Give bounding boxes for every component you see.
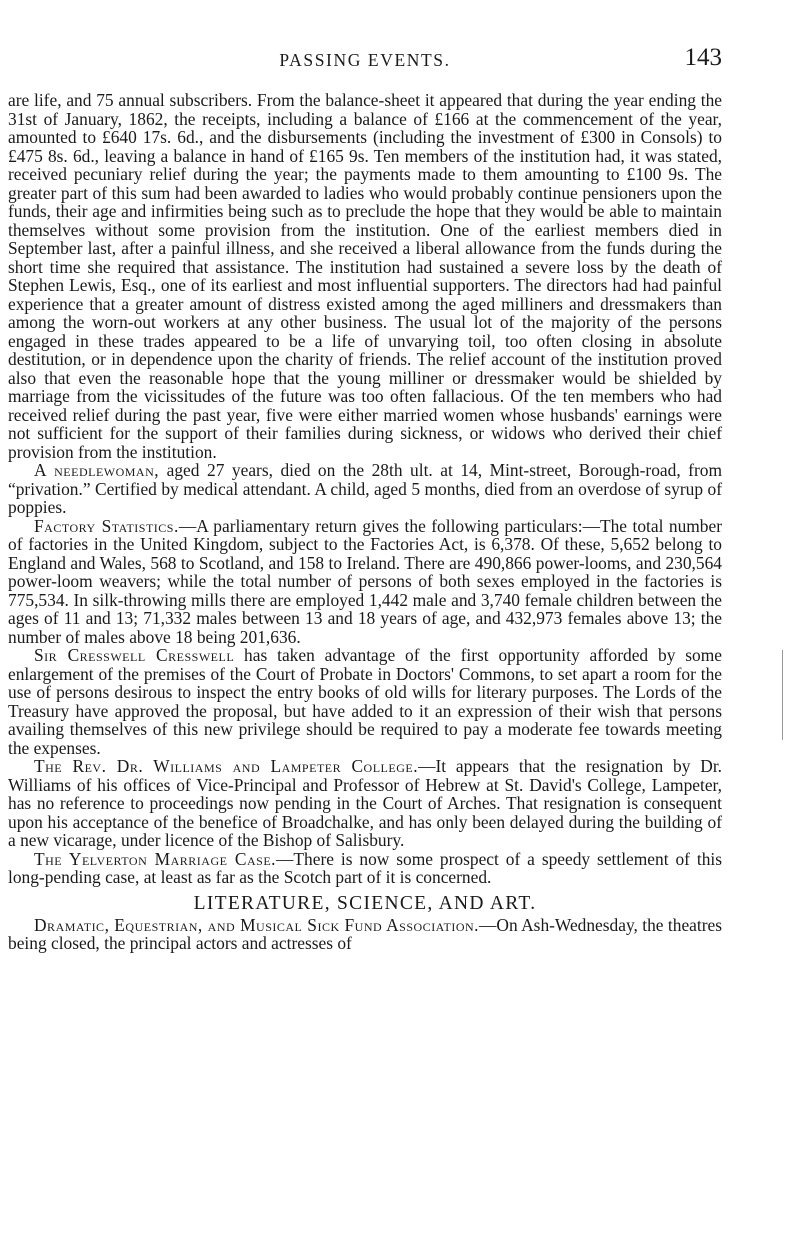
paragraph-text: —There is now some prospect of a speedy settlement of this long-pending case, at least as far as the Scotch part of it is concerned. <box>8 848 722 887</box>
paragraph-text: are life, and 75 annual subscribers. From the balance-sheet it appeared that during the year ending the 31st of January, 1862, the receipts, including a balance of £166 at the commencement of the year, amounted to £640 17s. 6d., and the disbursements (including the investment of £300 in Consols) to £475 8s. 6d., leaving a balance in hand of £165 9s. Ten members of the institution had, it was stated, received pecuniary relief during the year; the payments made to them amounting to £100 9s. The greater part of this sum had been awarded to ladies who would probably continue pensioners upon the funds, their age and infirmities being such as to preclude the hope that they would be able to maintain themselves without some provision from the institution. One of the earliest members died in September last, after a painful illness, and she received a liberal allowance from the funds during the short time she required that assistance. The institution had sustained a severe loss by the death of Stephen Lewis, Esq., one of its earliest and most influential supporters. The directors had had painful experience that a greater amount of distress existed among the aged milliners and dressmakers than among the worn-out workers at any other business. The usual lot of the majority of the persons engaged in these trades appeared to be a life of unvarying toil, too often closing in absolute destitution, or in dependence upon the charity of friends. The relief account of the institution proved also that even the reasonable hope that the young milliner or dressmaker would be shielded by marriage from the vicissitudes of the future was too often fallacious. Of the ten members who had received relief during the past year, five were either married women whose husbands' earnings were not sufficient for the support of their families during sickness, or widows who derived their chief provision from the institution. <box>8 90 722 462</box>
page-number: 143 <box>684 44 722 71</box>
paragraph-lead: The Rev. Dr. Williams and Lampeter College. <box>34 756 419 776</box>
paragraph-needlewoman <box>8 461 722 517</box>
paragraph-text: —A parliamentary return gives the following particulars:—The total number of factories in the United Kingdom, subject to the Factories Act, is 6,378. Of these, 5,652 belong to England and Wales, 568 to Scotland, and 158 to Ireland. There are 490,866 power-looms, and 230,564 power-loom weavers; while the total number of persons of both sexes employed in the factories is 775,534. In silk-throwing mills there are employed 1,442 male and 3,740 female children between the ages of 11 and 13; 71,332 males between 13 and 18 years of age, and 432,973 females above 13; the number of males above 18 being 201,636. <box>8 515 722 647</box>
paragraph-factory-statistics <box>8 517 722 647</box>
paragraph-text: —On Ash-Wednesday, the theatres being closed, the principal actors and actresses of <box>8 914 722 953</box>
paragraph-lampeter-college <box>8 757 722 850</box>
paragraph-sick-fund-association <box>8 916 722 953</box>
paragraph-sir-cresswell <box>8 646 722 757</box>
margin-rule <box>782 650 783 740</box>
page-header <box>8 44 722 74</box>
paragraph-lead: Dramatic, Equestrian, and Musical Sick Fund Association. <box>34 914 480 935</box>
paragraph-milliners-institution <box>8 91 722 461</box>
paragraph-lead: Factory Statistics. <box>34 515 179 536</box>
paragraph-yelverton-case <box>8 850 722 887</box>
section-heading: LITERATURE, SCIENCE, AND ART. <box>193 892 537 914</box>
paragraph-text: aged 27 years, died on the 28th ult. at 14, Mint-street, Borough-road, from “privation.” Certified by medical attendant. A child, aged 5 months, died from an overdose of syrup of poppies. <box>8 460 722 517</box>
paragraph-text: —It appears that the resignation by Dr. Williams of his offices of Vice-Principal and Professor of Hebrew at St. David's College, Lampeter, has no reference to proceedings now pending in the Court of Arches. That resignation is consequent upon his acceptance of the benefice of Broadchalke, and has only been delayed during the building of a new vicarage, under licence of the Bishop of Salisbury. <box>8 756 723 850</box>
paragraph-lead: The Yelverton Marriage Case. <box>34 848 277 869</box>
article-body <box>8 91 722 953</box>
paragraph-lead: Sir Cresswell Cresswell <box>34 645 235 665</box>
paragraph-text: has taken advantage of the first opportunity afforded by some enlargement of the premises of the Court of Probate in Doctors' Commons, to set apart a room for the use of persons desirous to inspect the entry books of old wills for literary purposes. The Lords of the Treasury have approved the proposal, but have added to it an expression of their wish that persons availing themselves of this new privilege should be required to pay a moderate fee towards meeting the expenses. <box>8 645 722 758</box>
paragraph-lead: A needlewoman, <box>34 460 160 480</box>
running-head: PASSING EVENTS. <box>279 50 451 70</box>
